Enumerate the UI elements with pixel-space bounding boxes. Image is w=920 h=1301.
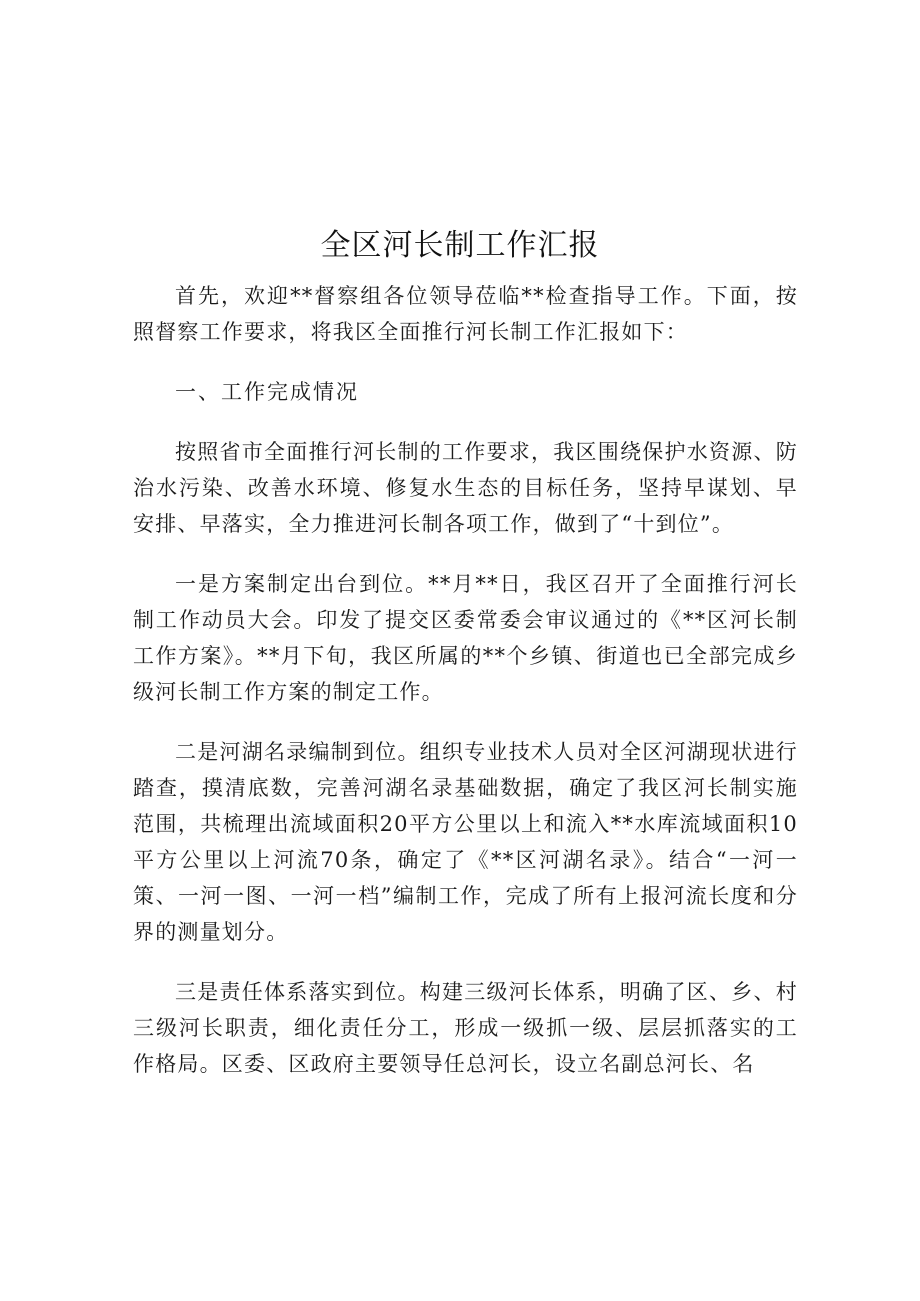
overview-paragraph: 按照省市全面推行河长制的工作要求，我区围绕保护水资源、防治水污染、改善水环境、修复水生态的目标任务，坚持早谋划、早安排、早落实，全力推进河长制各项工作，做到了“十到位”。 — [133, 440, 798, 536]
section-heading-work-completion: 一、工作完成情况 — [175, 380, 359, 404]
document-title: 全区河长制工作汇报 — [320, 228, 600, 263]
document-body — [133, 278, 798, 1106]
intro-paragraph: 首先，欢迎**督察组各位领导莅临**检查指导工作。下面，按照督察工作要求，将我区全面推行河长制工作汇报如下： — [133, 284, 798, 344]
plan-formulation-paragraph: 一是方案制定出台到位。**月**日，我区召开了全面推行河长制工作动员大会。印发了提交区委常委会审议通过的《**区河长制工作方案》。**月下旬，我区所属的**个乡镇、街道也已全部完成乡级河长制工作方案的制定工作。 — [133, 572, 798, 704]
responsibility-system-paragraph: 三是责任体系落实到位。构建三级河长体系，明确了区、乡、村三级河长职责，细化责任分工，形成一级抓一级、层层抓落实的工作格局。区委、区政府主要领导任总河长，设立名副总河长、名 — [133, 980, 798, 1076]
river-directory-paragraph: 二是河湖名录编制到位。组织专业技术人员对全区河湖现状进行踏查，摸清底数，完善河湖名录基础数据，确定了我区河长制实施范围，共梳理出流域面积20平方公里以上和流入**水库流域面积10平方公里以上河流70条，确定了《**区河湖名录》。结合“一河一策、一河一图、一河一档”编制工作，完成了所有上报河流长度和分界的测量划分。 — [133, 740, 798, 944]
